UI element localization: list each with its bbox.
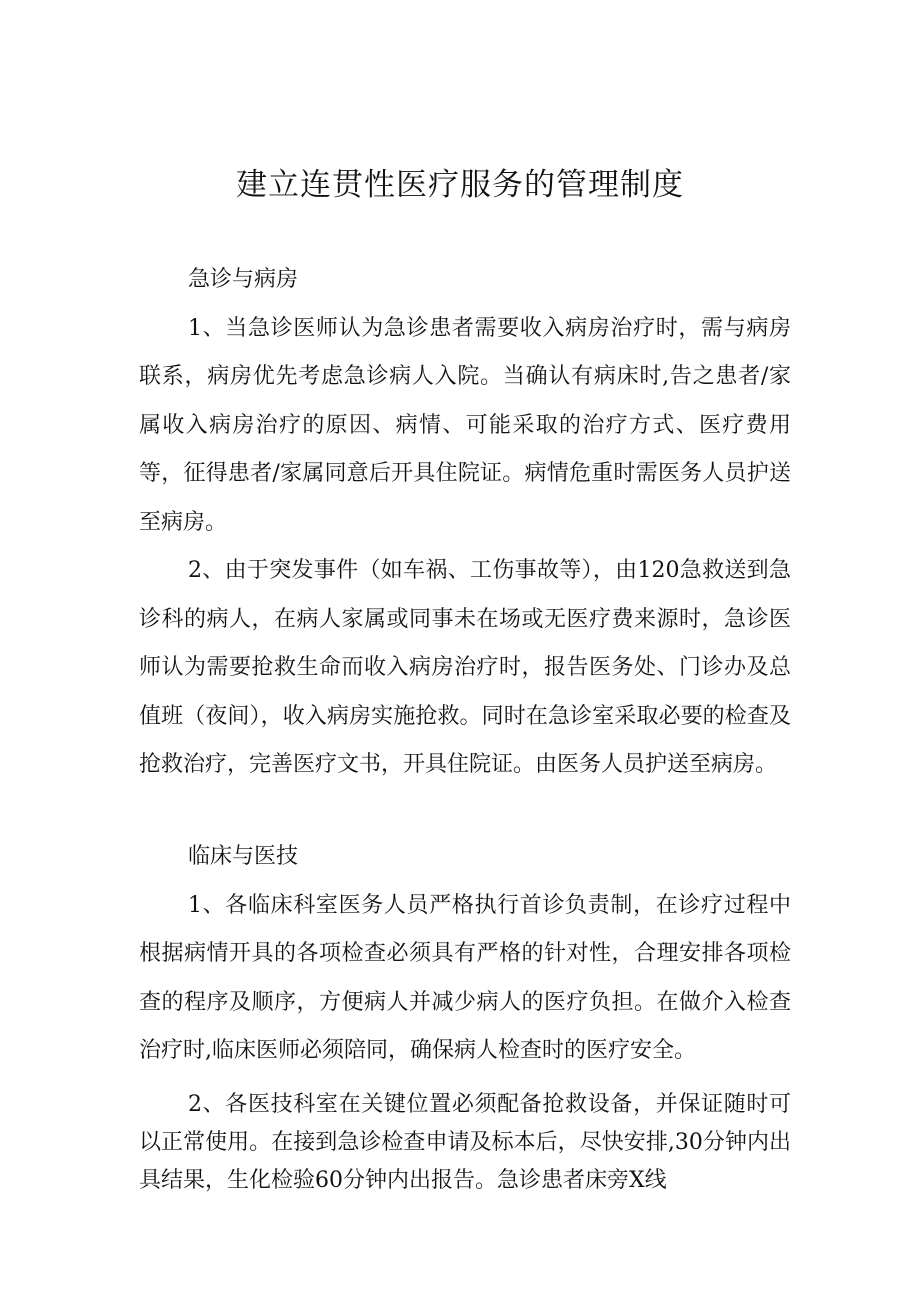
section-emergency-ward [139, 256, 791, 790]
section-clinical-medtech-continued [139, 1084, 791, 1200]
paragraph: 2、各医技科室在关键位置必须配备抢救设备，并保证随时可以正常使用。在接到急诊检查申请及标本后，尽快安排,30分钟内出具结果，生化检验60分钟内出报告。急诊患者床旁X线 [139, 1092, 791, 1193]
section-heading: 急诊与病房 [188, 267, 299, 292]
paragraph: 2、由于突发事件（如车祸、工伤事故等），由120急救送到急诊科的病人，在病人家属或同事未在场或无医疗费来源时，急诊医师认为需要抢救生命而收入病房治疗时，报告医务处、门诊办及总值班（夜间），收入病房实施抢救。同时在急诊室采取必要的检查及抢救治疗，完善医疗文书，开具住院证。由医务人员护送至病房。 [139, 558, 791, 777]
paragraph: 1、各临床科室医务人员严格执行首诊负责制，在诊疗过程中根据病情开具的各项检查必须具有严格的针对性，合理安排各项检查的程序及顺序，方便病人并减少病人的医疗负担。在做介入检查治疗时,临床医师必须陪同，确保病人检查时的医疗安全。 [139, 892, 791, 1063]
section-heading: 临床与医技 [188, 844, 299, 869]
document-title: 建立连贯性医疗服务的管理制度 [236, 167, 684, 203]
section-clinical-medtech [139, 833, 791, 1076]
paragraph: 1、当急诊医师认为急诊患者需要收入病房治疗时，需与病房联系，病房优先考虑急诊病人入院。当确认有病床时,告之患者/家属收入病房治疗的原因、病情、可能采取的治疗方式、医疗费用等，征得患者/家属同意后开具住院证。病情危重时需医务人员护送至病房。 [139, 315, 791, 535]
